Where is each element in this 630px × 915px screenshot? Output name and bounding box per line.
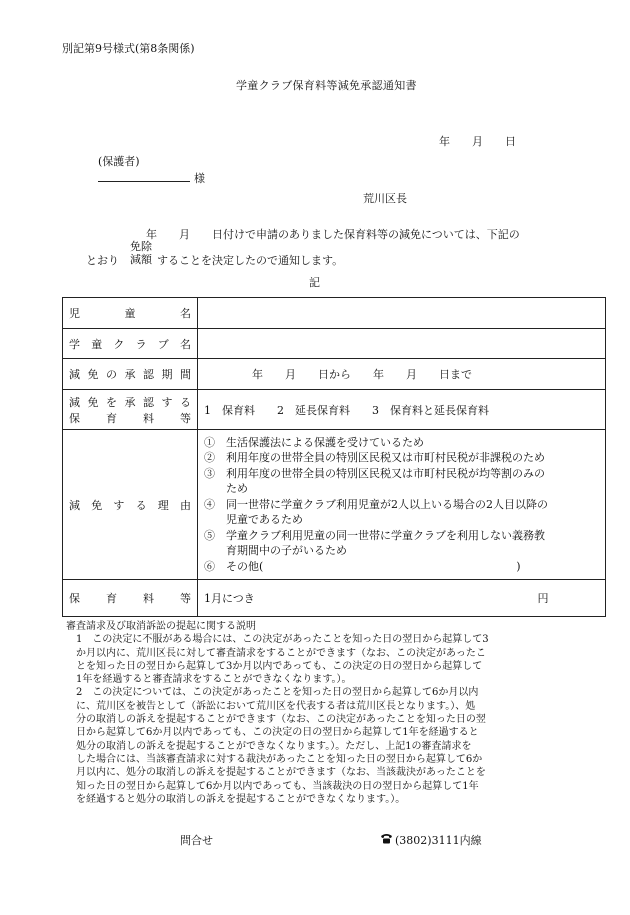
label-char: 児 [69,307,80,320]
fee-type-label [63,390,198,430]
contact-phone [380,832,482,848]
label-char: 理 [157,498,169,512]
label-char: の [106,368,117,381]
reason-item: 児童であるため [204,513,303,527]
phone-number: (3802)3111内線 [395,834,482,847]
label-char: 名 [180,307,191,320]
note-line: 1 この決定に不服がある場合には、この決定があったことを知った日の翌日から起算して3 [66,634,489,646]
label-char: 認 [143,395,154,409]
label-char: 減 [69,395,80,409]
label-char: 等 [180,411,191,425]
fee-unit: 円 [537,592,549,605]
issuer: 荒川区長 [363,192,407,205]
label-char: ク [113,337,125,351]
note-line: 2 この決定については、この決定があったことを知った日の翌日から起算して6か月以内 [66,687,479,699]
label-char: る [135,498,147,512]
note-line: か月以内に、荒川区長に対して審査請求をすることができます（なお、この決定があったこ [66,647,486,659]
note-line: 知った日の翌日から起算して6か月以内であっても、当該裁決の日の翌日から起算して1年 [66,780,479,792]
row-child-name [63,298,606,329]
child-name-value [198,298,606,329]
honorific: 様 [194,172,205,185]
ki-heading: 記 [309,276,320,289]
label-char: を [106,395,117,409]
row-period [63,359,606,390]
label-char: す [113,498,125,512]
reason-list [198,430,606,580]
label-char: 学 [69,337,80,351]
fee-type-options: 1 保育料 2 延長保育料 3 保育料と延長保育料 [198,390,606,430]
reason-item: ③ 利用年度の世帯全員の特別区民税又は市町村民税が均等割のみの [204,466,545,480]
note-line: した場合には、当該審査請求に対する裁決があったことを知った日の翌日から起算して6か [66,753,483,765]
period-value: 年 月 日から 年 月 日まで [198,359,606,390]
row-fee-type [63,390,606,430]
label-char: 減 [69,498,80,512]
label-char: 保 [69,411,80,425]
details-table [62,297,606,617]
reason-item: 育期間中の子がいるため [204,544,347,558]
note-line: 分の取消しの訴えを提起することができます（なお、この決定があったことを知った日の翌 [66,714,486,726]
label-char: 名 [179,337,191,351]
label-char: 料 [143,411,154,425]
fee-value: 1月につき [204,592,255,605]
form-number: 別記第9号様式(第8条関係) [62,42,195,55]
reason-item: ① 生活保護法による保護を受けているため [204,435,424,449]
club-name-value [198,329,606,359]
row-fee [63,580,606,617]
note-line: を経過すると処分の取消しの訴えを提起することができなくなります。）。 [66,793,406,805]
label-char: 免 [87,368,99,381]
label-char: 育 [106,411,117,425]
note-line: 日から起算して6か月以内であっても、この決定の日の翌日から起算して1年を経過すると [66,727,479,739]
page-title: 学童クラブ保育料等減免承認通知書 [236,79,417,92]
exemption-options [130,240,152,266]
note-line: 処分の取消しの訴えを提起することができなくなります。）。ただし、上記1の審査請求を [66,740,472,752]
contact-label: 問合せ [180,834,213,847]
fee-value-cell [198,580,606,617]
label-char: 免 [91,498,103,512]
note-line: に、荒川区を被告として（訴訟において荒川区を代表する者は荒川区長となります。）、処 [66,700,476,712]
row-reason [63,430,606,580]
reason-item: ⑤ 学童クラブ利用児童の同一世帯に学童クラブを利用しない義務教 [204,528,545,542]
label-char: す [161,395,173,409]
guardian-label: (保護者) [98,155,140,168]
reason-label [63,430,198,580]
label-char: 育 [106,592,117,605]
option-reduce: 減額 [130,253,152,266]
label-char: 認 [143,368,154,381]
label-char: 童 [91,337,103,351]
child-name-label [63,298,198,329]
label-char: 免 [87,395,99,409]
label-char: ラ [135,337,147,351]
label-char: 等 [180,592,191,605]
option-exempt: 免除 [130,240,152,253]
label-char: 童 [124,307,136,320]
note-line: 1年を経過すると審査請求をすることができなくなります。）。 [66,674,352,686]
body-line2-prefix: とおり [86,254,119,267]
row-club-name [63,329,606,359]
appeal-notes [66,620,566,806]
label-char: 承 [124,395,136,409]
period-label [63,359,198,390]
club-name-label [63,329,198,359]
label-char: 承 [124,368,136,381]
reason-item: ② 利用年度の世帯全員の特別区民税又は市町村民税が非課税のため [204,451,545,465]
reason-item: ため [204,482,248,496]
guardian-name-line [98,181,190,182]
body-line1: 年 月 日付けで申請のありました保育料等の減免については、下記の [146,228,520,241]
label-char: 由 [179,498,191,512]
label-char: 減 [69,368,80,381]
note-line: 審査請求及び取消訴訟の提起に関する説明 [66,621,256,632]
note-line: とを知った日の翌日から起算して3か月以内であっても、この決定の日の翌日から起算して [66,660,483,672]
phone-icon [380,833,393,847]
label-char: る [180,395,191,409]
date-line: 年 月 日 [439,135,516,148]
reason-item: ⑥ その他( ) [204,559,521,573]
label-char: 保 [69,592,80,605]
label-char: 間 [180,368,191,381]
reason-item: ④ 同一世帯に学童クラブ利用児童が2人以上いる場合の2人目以降の [204,497,548,511]
label-char: 期 [161,368,173,381]
fee-label [63,580,198,617]
label-char: ブ [157,337,169,351]
note-line: 月以内に、処分の取消しの訴えを提起することができます（なお、当該裁決があったことを [66,767,486,779]
body-line2-suffix: することを決定したので通知します。 [157,254,344,267]
label-char: 料 [143,592,154,605]
